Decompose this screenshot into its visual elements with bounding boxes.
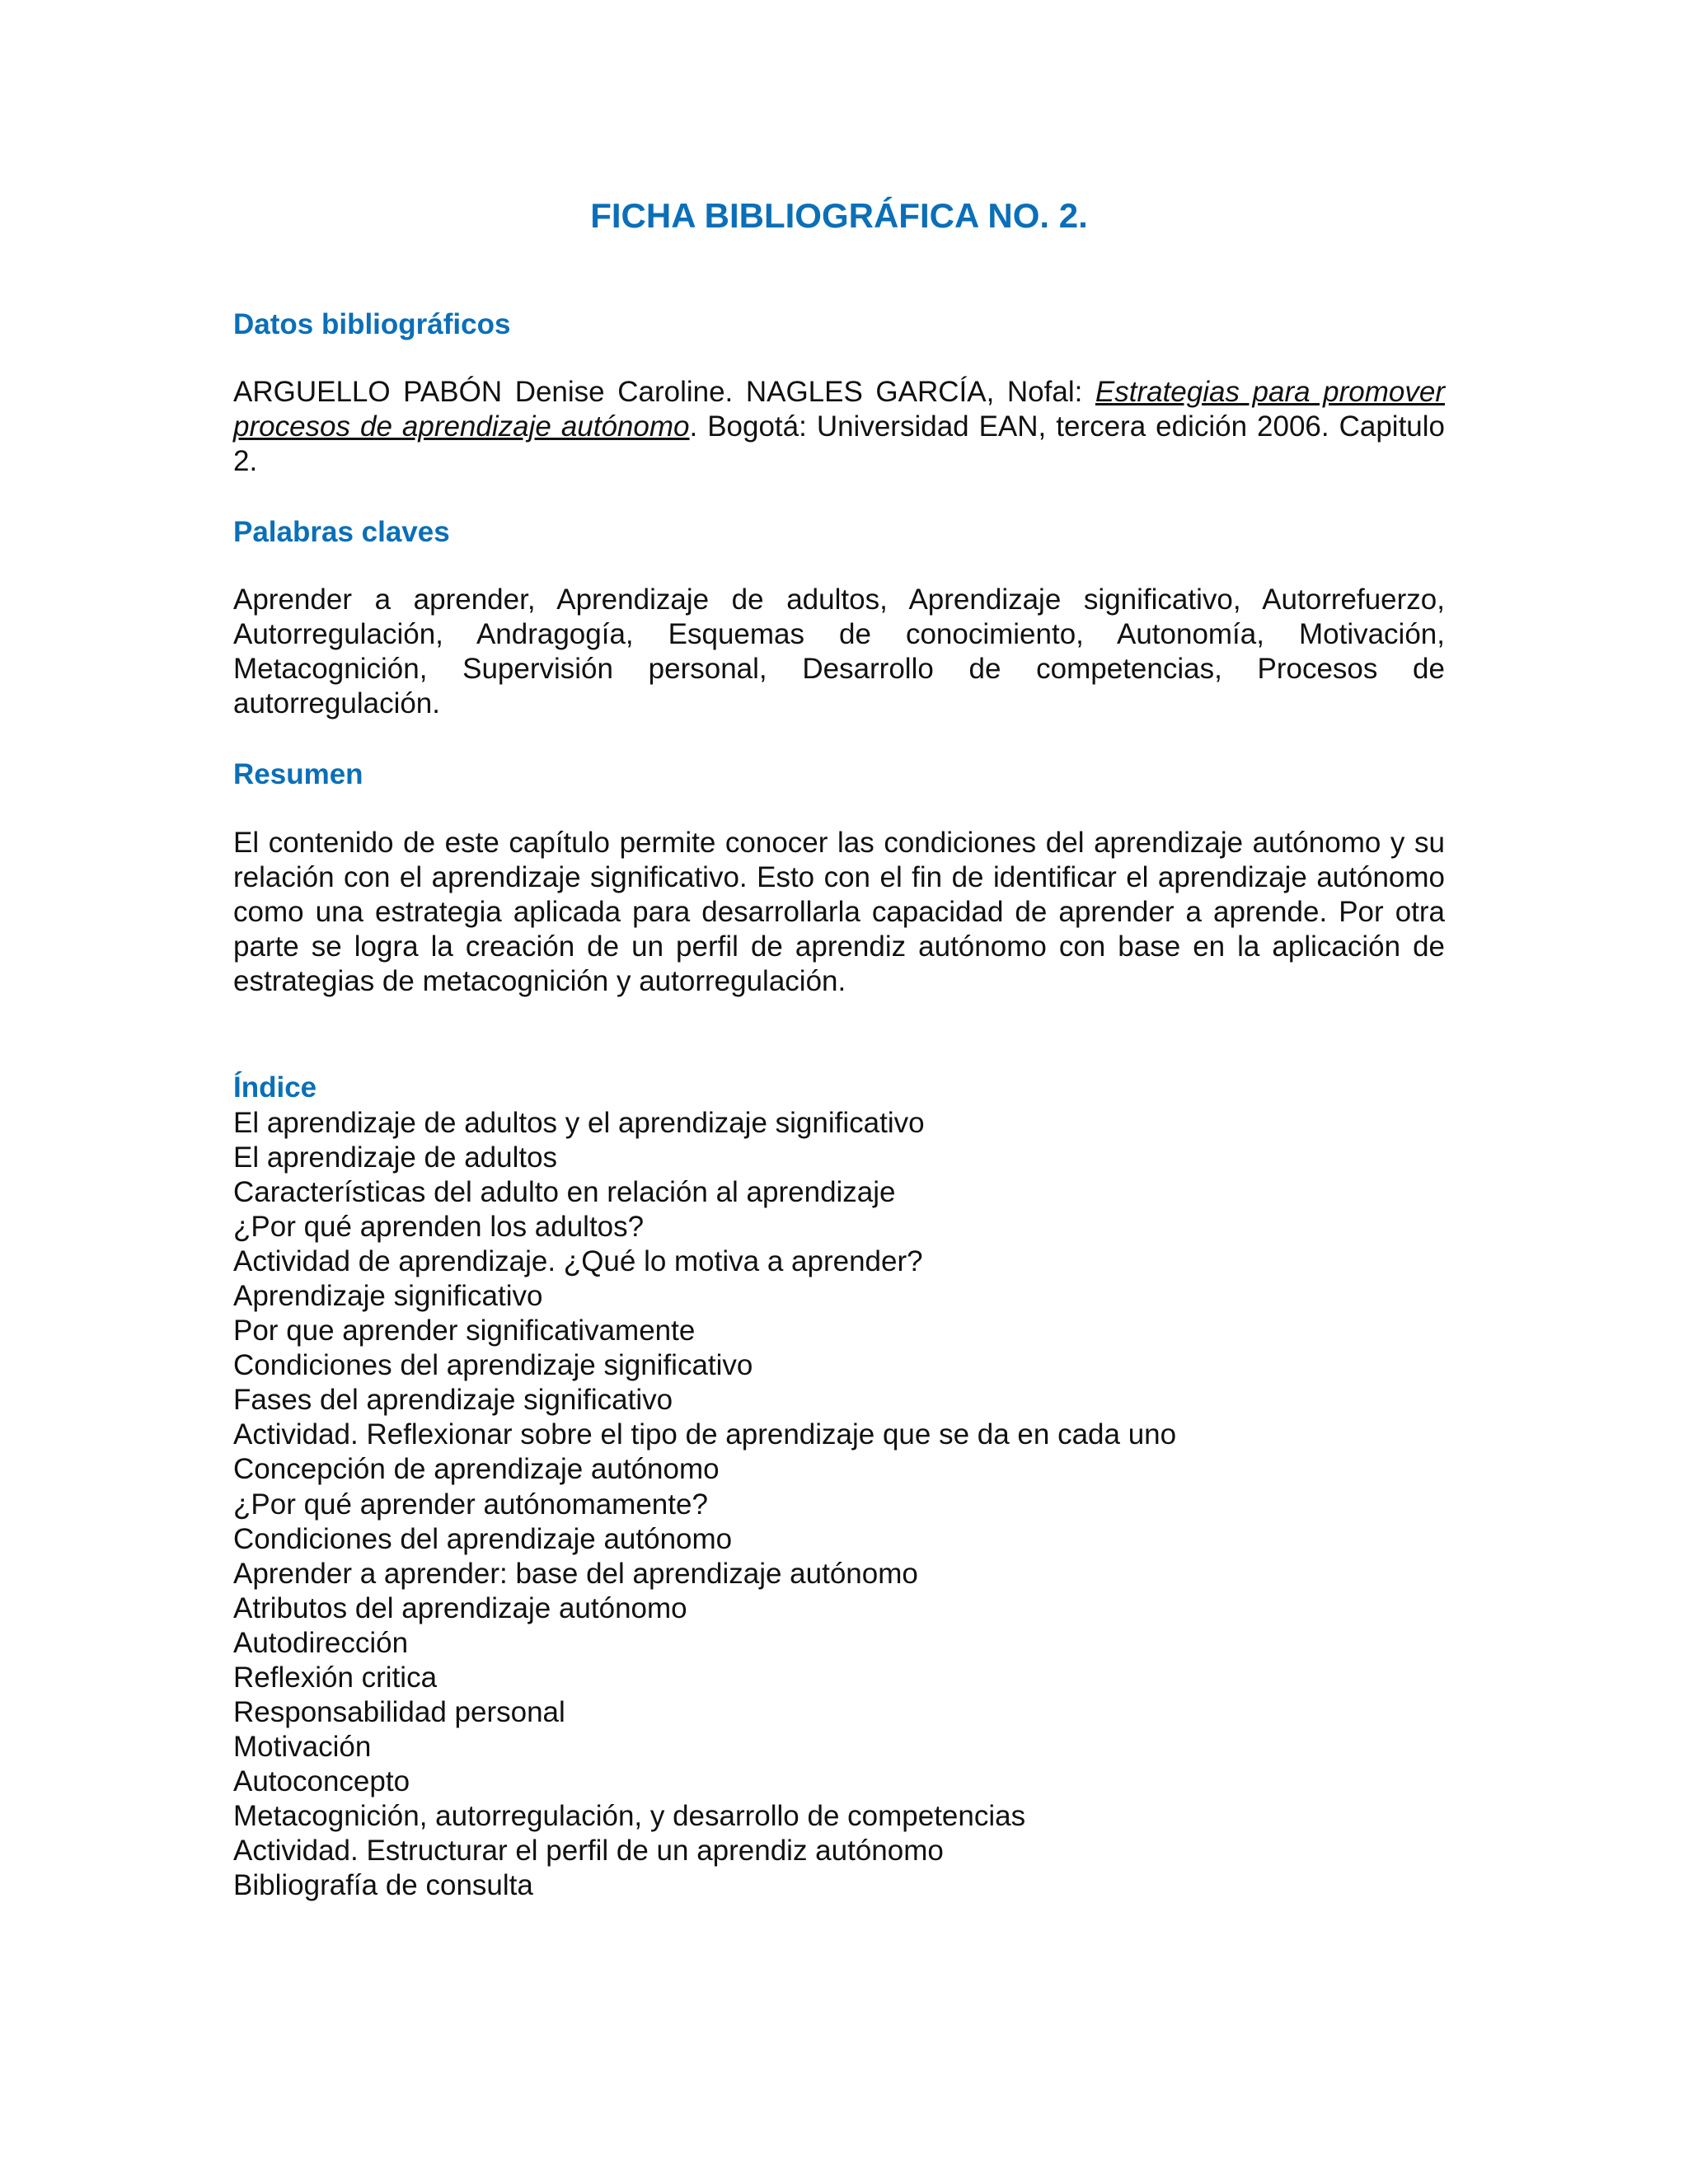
index-item: Motivación [233, 1730, 372, 1763]
index-item: Actividad de aprendizaje. ¿Qué lo motiva a aprender? [233, 1245, 923, 1278]
index-item: Actividad. Reflexionar sobre el tipo de aprendizaje que se da en cada uno [233, 1418, 1177, 1451]
index-item: Aprendizaje significativo [233, 1280, 543, 1313]
reference-authors: ARGUELLO PABÓN Denise Caroline. NAGLES GARCÍA, Nofal: [233, 376, 1095, 408]
index-item: ¿Por qué aprenden los adultos? [233, 1211, 645, 1244]
index-item: Responsabilidad personal [233, 1695, 565, 1728]
document-title: FICHA BIBLIOGRÁFICA NO. 2. [590, 196, 1088, 235]
index-item: Condiciones del aprendizaje autónomo [233, 1522, 733, 1555]
index-list [233, 1106, 1445, 1903]
index-item: Aprender a aprender: base del aprendizaje autónomo [233, 1557, 918, 1590]
index-item: Características del adulto en relación al aprendizaje [233, 1176, 896, 1209]
index-item: Fases del aprendizaje significativo [233, 1384, 673, 1417]
summary-paragraph: El contenido de este capítulo permite conocer las condiciones del aprendizaje autónomo y su relación con el aprendizaje significativo. Esto con el fin de identificar el aprendizaje autónomo como una estrategia aplicada para desarrollarla capacidad de aprender a aprende. Por otra parte se logra la creación de un perfil de aprendiz autónomo con base en la aplicación de estrategias de metacognición y autorregulación. [233, 827, 1445, 997]
index-item: Concepción de aprendizaje autónomo [233, 1453, 720, 1486]
bibliographic-reference [233, 375, 1445, 479]
index-item: Metacognición, autorregulación, y desarrollo de competencias [233, 1799, 1026, 1832]
reference-publication: . Bogotá: Universidad EAN, tercera edición 2006. Capitulo 2. [233, 410, 1445, 477]
index-item: El aprendizaje de adultos [233, 1141, 558, 1174]
heading-palabras-claves: Palabras claves [233, 516, 450, 548]
heading-indice: Índice [233, 1071, 317, 1104]
keywords-paragraph: Aprender a aprender, Aprendizaje de adultos, Aprendizaje significativo, Autorrefuerzo, Autorregulación, Andragogía, Esquemas de conocimiento, Autonomía, Motivación, Metacognición, Supervisión personal, Desarrollo de competencias, Procesos de autorregulación. [233, 583, 1445, 719]
reference-book-title: Estrategias para promover procesos de aprendizaje autónomo [233, 376, 1445, 443]
index-item: Bibliografía de consulta [233, 1869, 533, 1902]
index-item: Por que aprender significativamente [233, 1315, 696, 1347]
index-item: El aprendizaje de adultos y el aprendizaje significativo [233, 1107, 925, 1139]
index-item: ¿Por qué aprender autónomamente? [233, 1488, 708, 1521]
index-item: Autodirección [233, 1626, 409, 1659]
heading-resumen: Resumen [233, 758, 363, 790]
heading-datos-bibliograficos: Datos bibliográficos [233, 308, 511, 340]
index-item: Atributos del aprendizaje autónomo [233, 1591, 687, 1624]
index-item: Autoconcepto [233, 1765, 410, 1797]
index-item: Reflexión critica [233, 1661, 438, 1694]
index-item: Condiciones del aprendizaje significativo [233, 1349, 753, 1382]
index-item: Actividad. Estructurar el perfil de un aprendiz autónomo [233, 1834, 944, 1867]
